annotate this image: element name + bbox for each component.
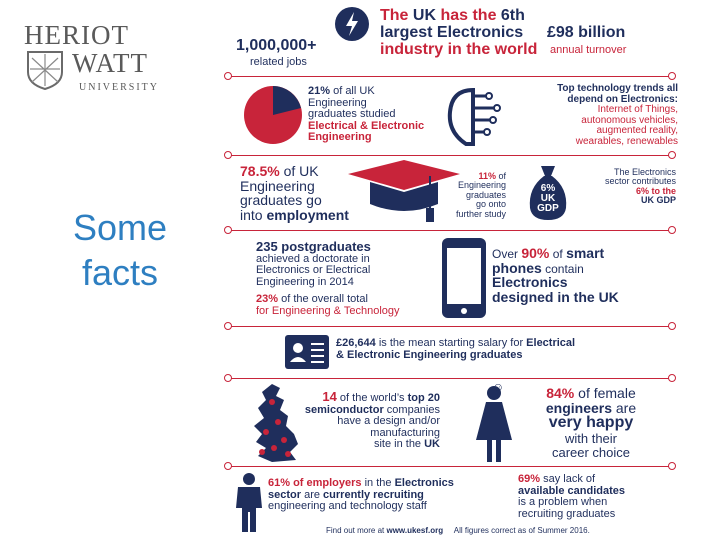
- divider-dot: [224, 322, 232, 330]
- salary-text: £26,644 is the mean starting salary for Electrical & Electronic Engineering graduates: [336, 337, 576, 361]
- semiconductor-text: 14 of the world’s top 20 semiconductor companies have a design and/or manufacturing site in the UK: [304, 389, 440, 451]
- female-engineers-text: 84% of female engineers are very happy with their career choice: [545, 385, 637, 460]
- divider-dot: [668, 322, 676, 330]
- trends-text: Top technology trends all depend on Electronics: Internet of Things, autonomous vehicles, augmented reality, wearables, renewables: [557, 83, 678, 147]
- divider-6: [230, 466, 674, 467]
- pie-text: 21% of all UK Engineering graduates studied Electrical & Electronic Engineering: [308, 85, 425, 144]
- gdp-text: The Electronics sector contributes 6% to the UK GDP: [604, 167, 676, 206]
- smartphone-icon: [440, 236, 488, 320]
- divider-dot: [224, 72, 232, 80]
- businessman-icon: [234, 472, 264, 534]
- employment-text: 78.5% of UK Engineering graduates go into employment: [240, 163, 349, 224]
- divider-dot: [668, 72, 676, 80]
- logo-line-university: UNIVERSITY: [79, 82, 159, 93]
- side-title: [30, 205, 210, 295]
- postgrad-text: 235 postgraduates achieved a doctorate in Electronics or Electrical Engineering in 2014 23% of the overall total for Engineering & Technology: [256, 239, 400, 317]
- heriot-watt-logo: [24, 20, 159, 95]
- divider-dot: [224, 226, 232, 234]
- divider-dot: [668, 151, 676, 159]
- divider-dot: [224, 374, 232, 382]
- divider-3: [230, 230, 674, 231]
- divider-dot: [668, 374, 676, 382]
- jobs-number: 1,000,000+: [236, 37, 317, 54]
- side-title-line1: Some: [72, 207, 168, 248]
- smartphone-text: Over 90% of smart phones contain Electronics designed in the UK: [492, 245, 619, 306]
- smile-icon: ☺: [492, 380, 505, 394]
- divider-2: [230, 155, 674, 156]
- logo-line-watt: WATT: [72, 48, 148, 78]
- industry-rank: The UK has the 6th largest Electronics industry in the world: [380, 7, 538, 58]
- id-card-icon: [284, 334, 330, 370]
- crest-icon: [26, 50, 64, 90]
- study-text: 11% of Engineering graduates go onto further study: [455, 171, 506, 219]
- divider-dot: [668, 226, 676, 234]
- turnover-label: annual turnover: [550, 44, 627, 56]
- infographic: [222, 0, 682, 540]
- side-title-line2: facts: [81, 252, 159, 293]
- footer-text: Find out more at www.ukesf.org All figures correct as of Summer 2016.: [326, 526, 590, 535]
- candidates-text: 69% say lack of available candidates is a problem when recruiting graduates: [518, 473, 625, 520]
- divider-1: [230, 76, 674, 77]
- divider-dot: [224, 462, 232, 470]
- footer-link[interactable]: www.ukesf.org: [386, 526, 444, 535]
- divider-5: [230, 378, 674, 379]
- circuit-brain-icon: [444, 86, 502, 148]
- gdp-bag-text: 6% UK GDP: [537, 183, 559, 214]
- jobs-label: related jobs: [250, 56, 307, 68]
- divider-dot: [224, 151, 232, 159]
- divider-dot: [668, 462, 676, 470]
- pie-chart-icon: [242, 84, 304, 146]
- money-bag-icon: [528, 164, 568, 222]
- female-engineer-icon: [474, 384, 514, 464]
- logo-line-heriot: HERIOT: [24, 20, 129, 50]
- divider-4: [230, 326, 674, 327]
- lightbulb-icon: [334, 6, 370, 42]
- employers-text: 61% of employers in the Electronics sector are currently recruiting engineering and technology staff: [268, 477, 454, 513]
- turnover-value: £98 billion: [547, 24, 626, 41]
